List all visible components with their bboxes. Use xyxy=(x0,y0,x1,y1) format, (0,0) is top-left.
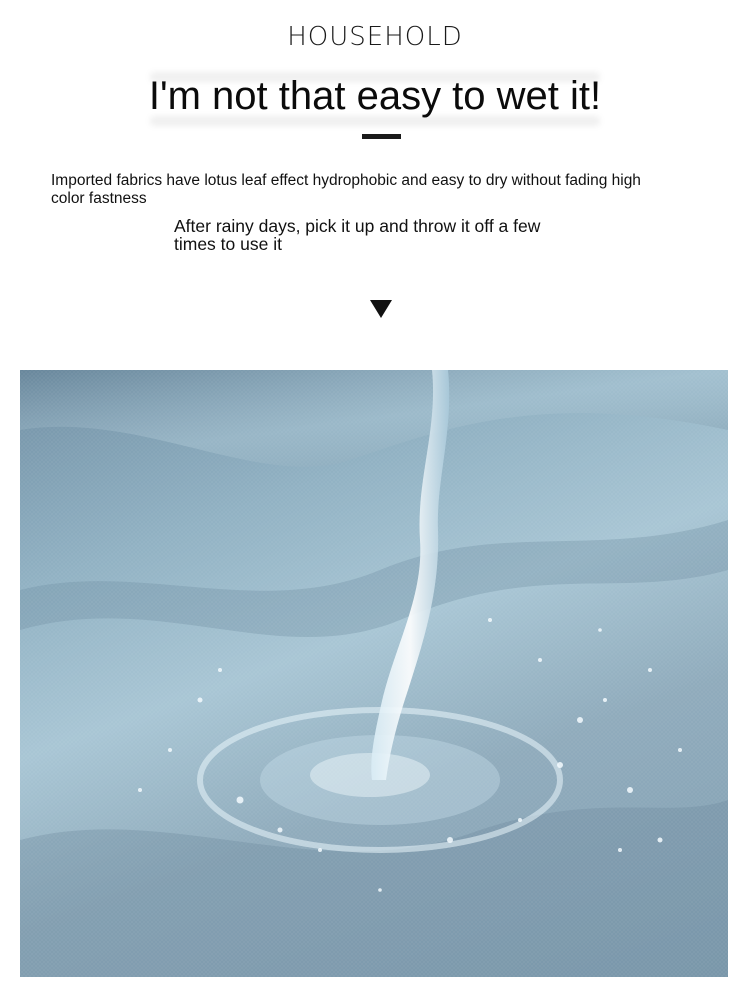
fabric-illustration xyxy=(20,370,728,977)
headline-divider xyxy=(362,134,401,139)
headline: I'm not that easy to wet it! xyxy=(148,74,602,118)
brand-title: HOUSEHOLD xyxy=(287,22,463,52)
down-triangle-icon xyxy=(370,300,392,318)
description-primary: Imported fabrics have lotus leaf effect hydrophobic and easy to dry without fading high color fastness xyxy=(51,172,641,207)
description-secondary: After rainy days, pick it up and throw it off a few times to use it xyxy=(174,216,541,254)
water-repellent-fabric-photo xyxy=(20,370,728,977)
